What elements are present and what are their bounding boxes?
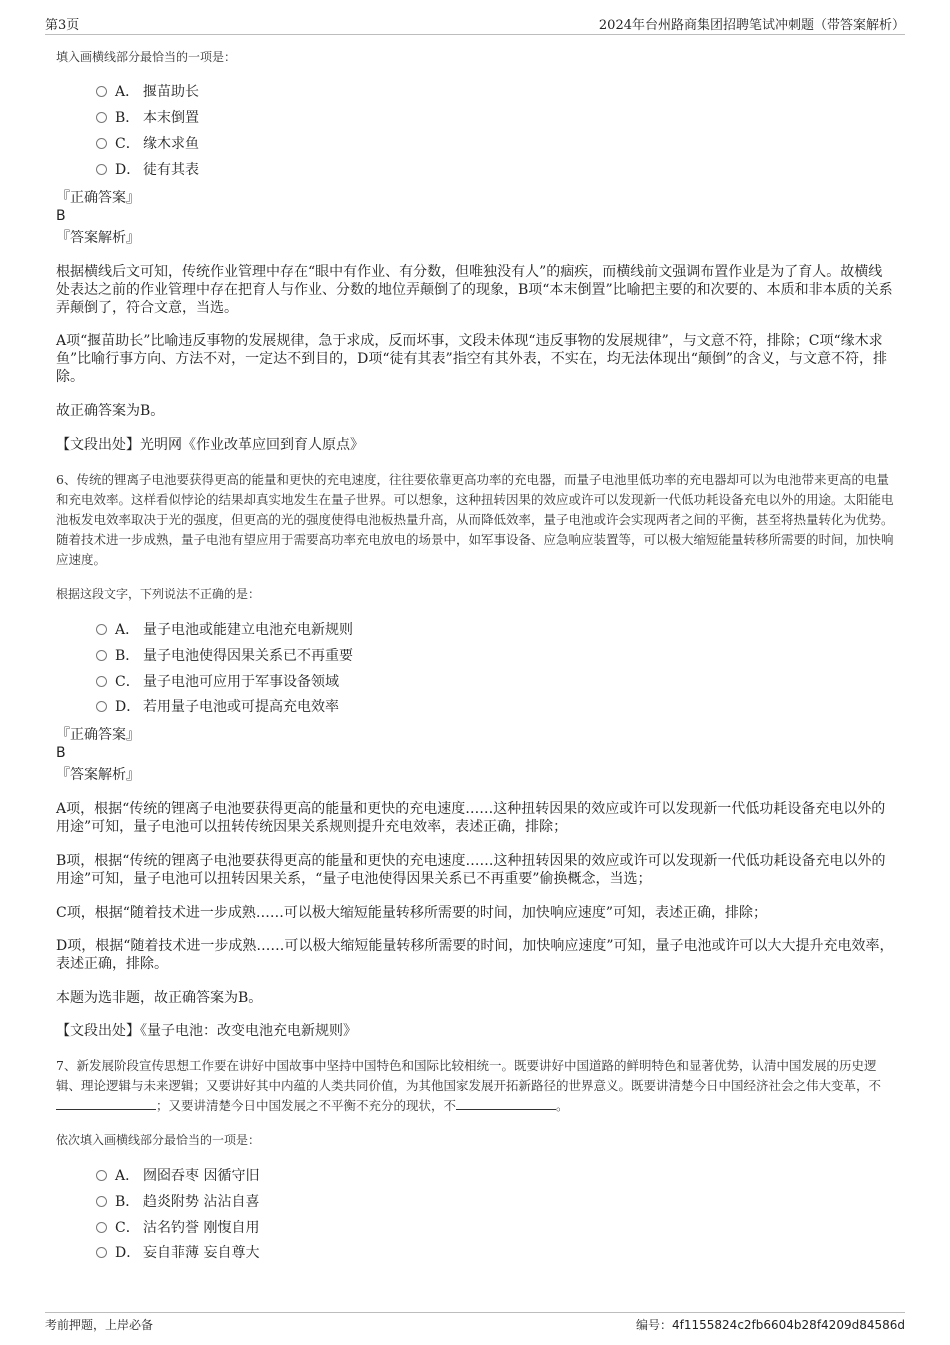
page-number: 第3页 <box>45 18 80 33</box>
q6-option-c[interactable]: C． 量子电池可应用于军事设备领域 <box>96 672 339 692</box>
q5-prompt: 填入画横线部分最恰当的一项是： <box>56 50 237 64</box>
q6-analysis-label: 『答案解析』 <box>56 767 140 783</box>
radio-icon[interactable] <box>96 1247 107 1258</box>
q5-source: 【文段出处】光明网《作业改革应回到育人原点》 <box>56 437 364 453</box>
document-code: 编号：4f1155824c2fb6604b28f4209d84586d <box>636 1318 905 1332</box>
q7-stem: 7、新发展阶段宣传思想工作要在讲好中国故事中坚持中国特色和国际比较相统一。既要讲好中国道路的鲜明特色和显著优势，认清中国发展的历史逻辑、理论逻辑与未来逻辑；又要讲好其中内蕴的人类共同价值，为其他国家发展开拓新路径的世界意义。既要讲清楚今日中国经济社会之伟大变革，不；又要讲清楚今日中国发展之不平衡不充分的现状，不 。 <box>56 1058 882 1113</box>
q7-option-d[interactable]: D． 妄自菲薄 妄自尊大 <box>96 1243 259 1263</box>
q5-analysis-p2: A项“揠苗助长”比喻违反事物的发展规律，急于求成，反而坏事，文段未体现“违反事物的发展规律”，与文意不符，排除；C项“缘木求鱼”比喻行事方向、方法不对，一定达不到目的，D项“徒有其表”指空有其外表，不实在，均无法体现出“颠倒”的含义，与文意不符，排除。 <box>56 333 888 385</box>
q7-blank-1[interactable] <box>56 1097 156 1110</box>
q6-stem: 6、传统的锂离子电池要获得更高的能量和更快的充电速度，往往要依靠更高功率的充电器，而量子电池里低功率的充电器却可以为电池带来更高的电量和充电效率。这样看似悖论的结果却真实地发生在量子世界。可以想象，这种扭转因果的效应或许可以发现新一代低功耗设备充电以外的用途。太阳能电池板发电效率取决于光的强度，但更高的光的强度使得电池板热量升高，从而降低效率，量子电池或许会实现两者之间的平衡，甚至将热量转化为优势。随着技术进一步成熟，量子电池有望应用于需要高功率充电放电的场景中，如军事设备、应急响应装置等，可以极大缩短能量转移所需要的时间，加快响应速度。 <box>56 472 894 567</box>
document-title: 2024年台州路商集团招聘笔试冲刺题（带答案解析） <box>598 18 905 33</box>
q5-option-a[interactable]: A． 揠苗助长 <box>96 82 199 102</box>
q5-option-b[interactable]: B． 本末倒置 <box>96 108 199 128</box>
radio-icon[interactable] <box>96 701 107 712</box>
radio-icon[interactable] <box>96 112 107 123</box>
radio-icon[interactable] <box>96 1170 107 1181</box>
radio-icon[interactable] <box>96 1196 107 1207</box>
q6-analysis-c: C项，根据“随着技术进一步成熟……可以极大缩短能量转移所需要的时间，加快响应速度”可知，表述正确，排除； <box>56 905 768 921</box>
q6-answer: B <box>56 745 66 761</box>
radio-icon[interactable] <box>96 624 107 635</box>
q6-option-a[interactable]: A． 量子电池或能建立电池充电新规则 <box>96 620 353 640</box>
page-footer <box>45 1312 905 1332</box>
q5-answer: B <box>56 208 66 224</box>
q6-option-d[interactable]: D． 若用量子电池或可提高充电效率 <box>96 697 339 717</box>
q6-option-b[interactable]: B． 量子电池使得因果关系已不再重要 <box>96 646 353 666</box>
q7-option-a[interactable]: A． 囫囵吞枣 因循守旧 <box>96 1166 259 1186</box>
q6-analysis-conclusion: 本题为选非题，故正确答案为B。 <box>56 990 263 1006</box>
q6-answer-label: 『正确答案』 <box>56 727 140 743</box>
q6-analysis-a: A项，根据“传统的锂离子电池要获得更高的能量和更快的充电速度……这种扭转因果的效应或许可以发现新一代低功耗设备充电以外的用途”可知，量子电池可以扭转传统因果关系规则提升充电效率，表述正确，排除； <box>56 801 886 835</box>
q7-option-b[interactable]: B． 趋炎附势 沾沾自喜 <box>96 1192 259 1212</box>
q6-analysis-b: B项，根据“传统的锂离子电池要获得更高的能量和更快的充电速度……这种扭转因果的效应或许可以发现新一代低功耗设备充电以外的用途”可知，量子电池可以扭转因果关系，“量子电池使得因果关系已不再重要”偷换概念，当选； <box>56 853 886 887</box>
q6-prompt: 根据这段文字，下列说法不正确的是： <box>56 587 261 601</box>
q5-analysis-p3: 故正确答案为B。 <box>56 403 165 419</box>
radio-icon[interactable] <box>96 676 107 687</box>
q7-option-c[interactable]: C． 沽名钓誉 刚愎自用 <box>96 1218 259 1238</box>
q5-option-d[interactable]: D． 徒有其表 <box>96 160 199 180</box>
q5-analysis-p1: 根据横线后文可知，传统作业管理中存在“眼中有作业、有分数，但唯独没有人”的痼疾，而横线前文强调布置作业是为了育人。故横线处表达之前的作业管理中存在把育人与作业、分数的地位弄颠倒了的现象，B项“本末倒置”比喻把主要的和次要的、本质和非本质的关系弄颠倒了，符合文意，当选。 <box>56 264 893 316</box>
q7-blank-2[interactable] <box>456 1097 556 1110</box>
q6-source: 【文段出处】《量子电池：改变电池充电新规则》 <box>56 1023 357 1039</box>
q5-option-c[interactable]: C． 缘木求鱼 <box>96 134 199 154</box>
radio-icon[interactable] <box>96 650 107 661</box>
radio-icon[interactable] <box>96 1222 107 1233</box>
q7-prompt: 依次填入画横线部分最恰当的一项是： <box>56 1133 261 1147</box>
footer-slogan: 考前押题，上岸必备 <box>45 1318 154 1332</box>
radio-icon[interactable] <box>96 138 107 149</box>
q5-answer-label: 『正确答案』 <box>56 190 140 206</box>
radio-icon[interactable] <box>96 86 107 97</box>
q6-analysis-d: D项，根据“随着技术进一步成熟……可以极大缩短能量转移所需要的时间，加快响应速度”可知，量子电池或许可以大大提升充电效率，表述正确，排除。 <box>56 938 894 972</box>
radio-icon[interactable] <box>96 164 107 175</box>
page-header <box>45 14 905 35</box>
q5-analysis-label: 『答案解析』 <box>56 230 140 246</box>
